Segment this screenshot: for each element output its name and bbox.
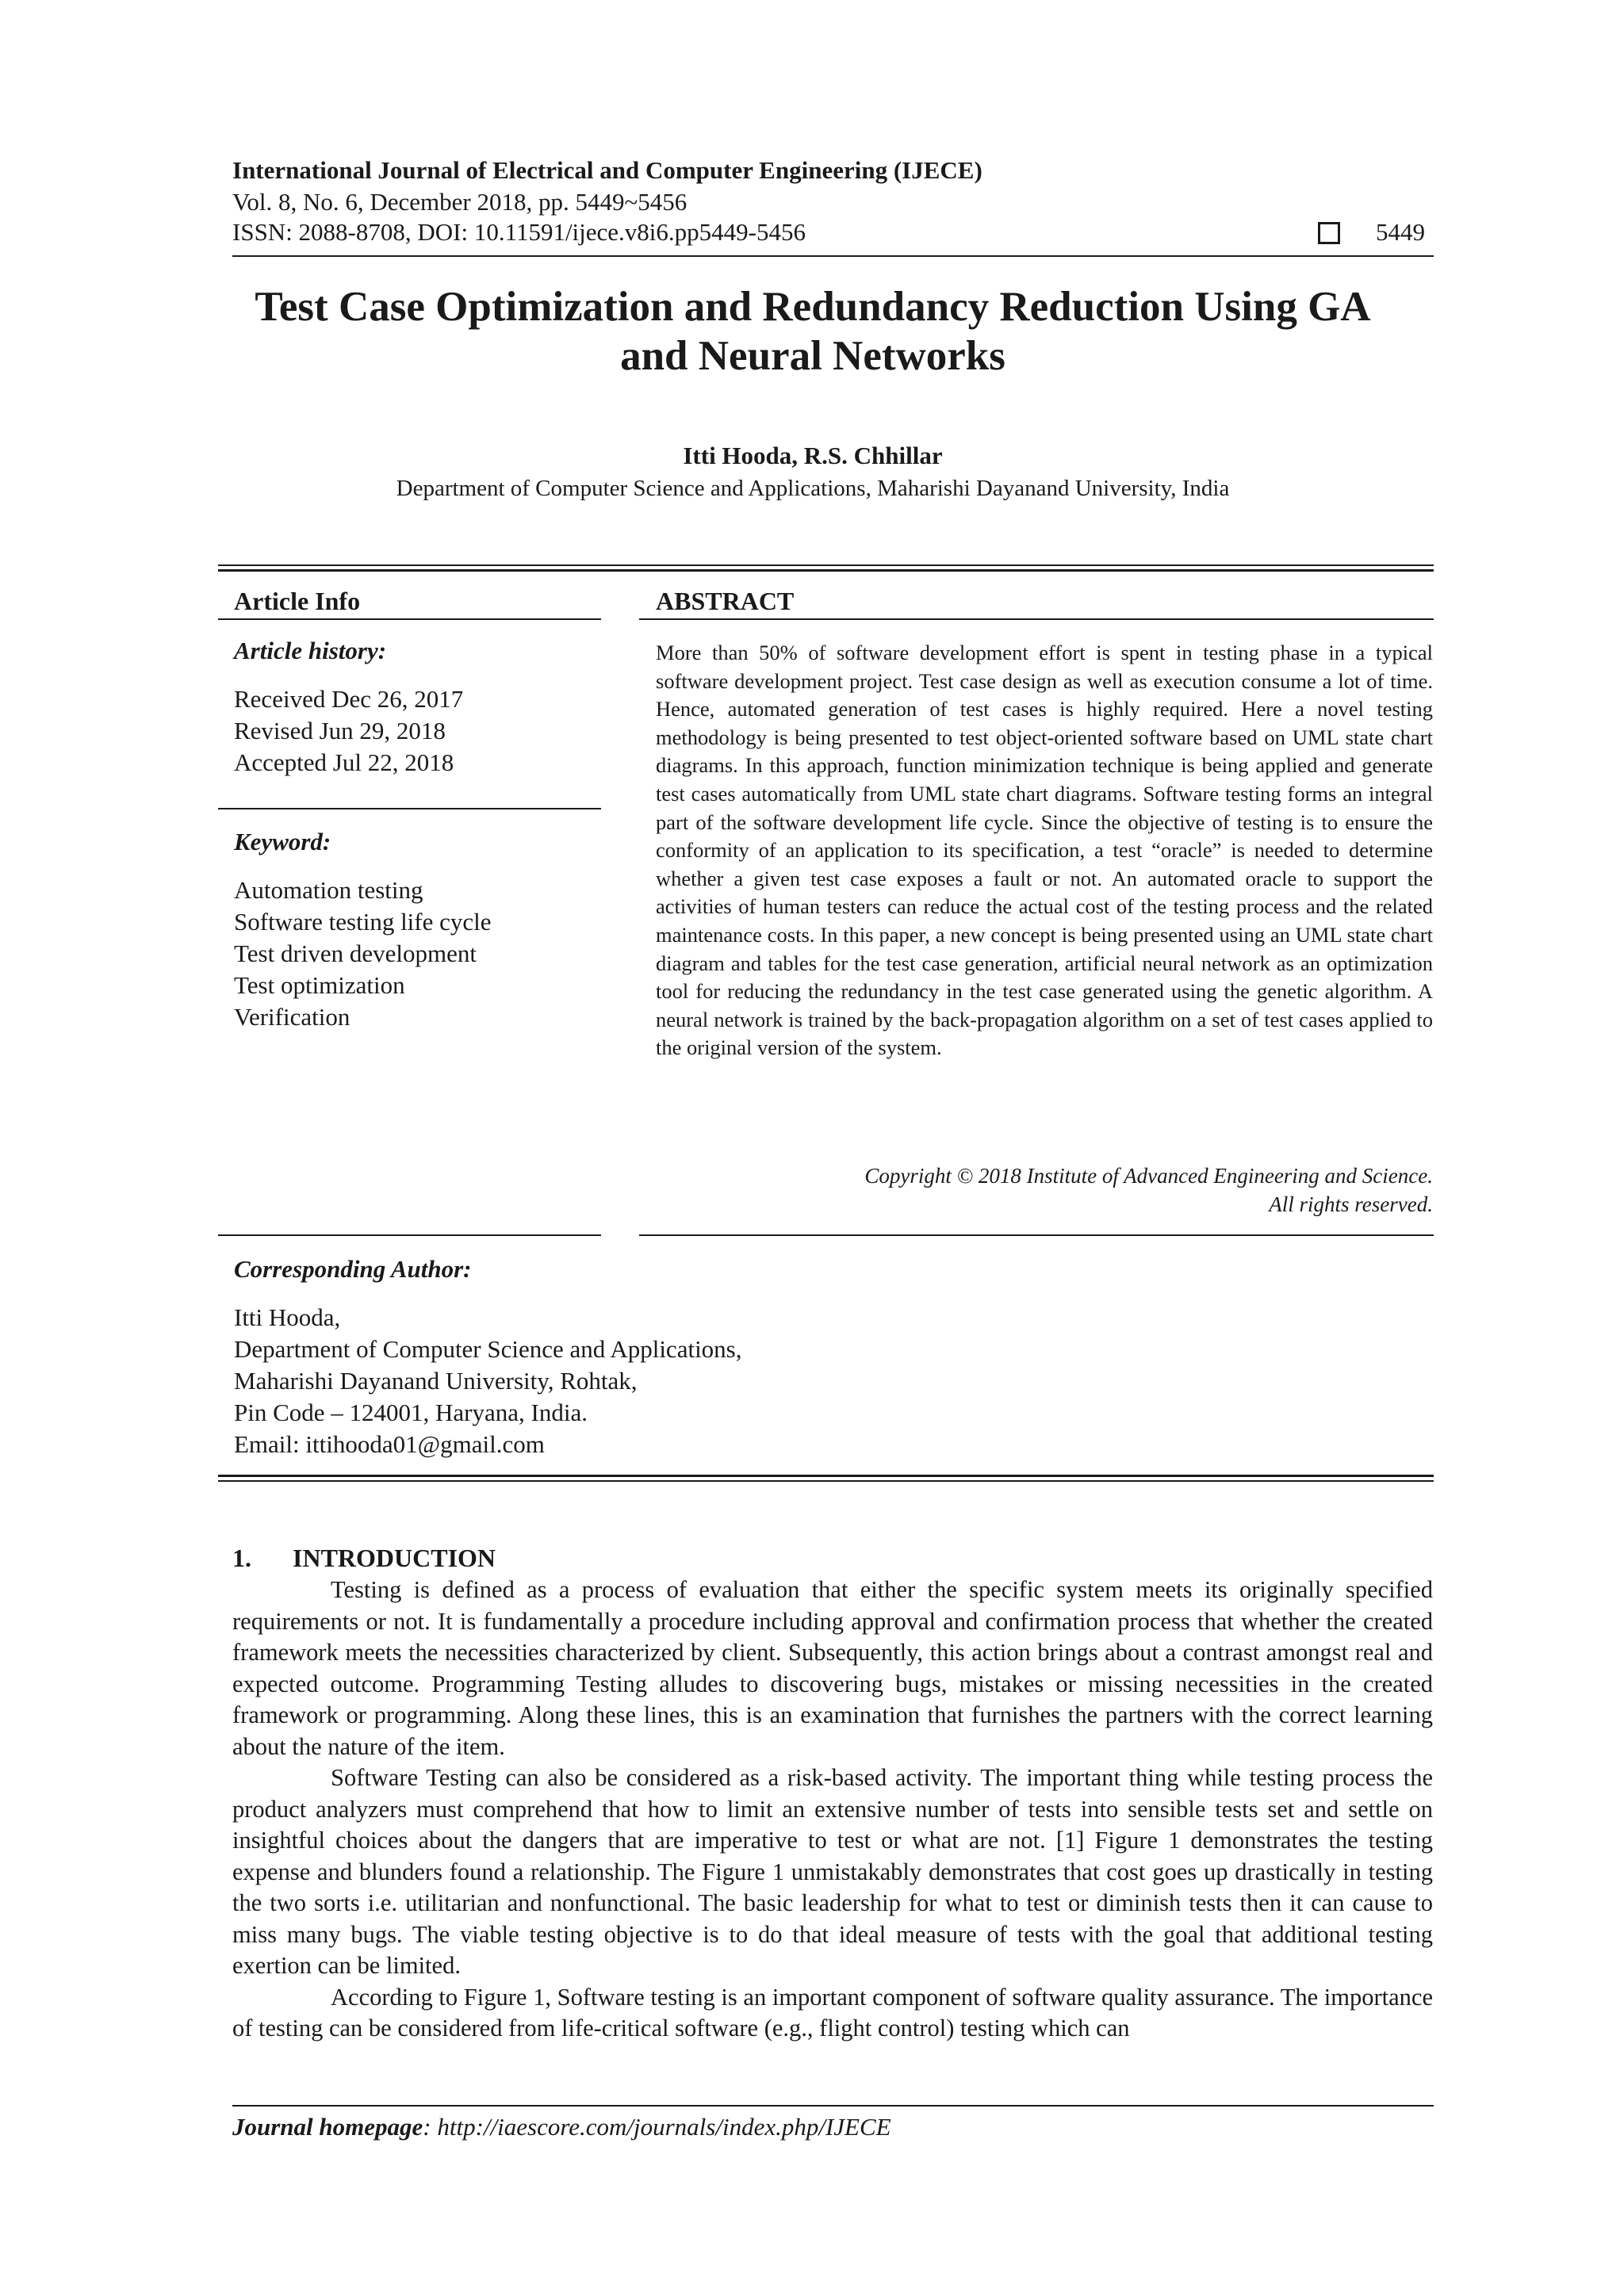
info-top-rule-1 bbox=[218, 564, 1434, 566]
section-number: 1. bbox=[232, 1544, 251, 1572]
history-revised: Revised Jun 29, 2018 bbox=[234, 717, 446, 744]
volume-info: Vol. 8, No. 6, December 2018, pp. 5449~5456 bbox=[232, 188, 688, 216]
keyword-item: Test driven development bbox=[234, 939, 477, 967]
abstract-heading: ABSTRACT bbox=[656, 587, 795, 615]
journal-homepage bbox=[232, 2113, 891, 2141]
corresponding-line: Department of Computer Science and Applications, bbox=[234, 1335, 742, 1363]
abstract-rule bbox=[639, 618, 1434, 620]
introduction-heading bbox=[232, 1544, 496, 1573]
page-box-icon bbox=[1318, 222, 1340, 244]
title-line-1: Test Case Optimization and Redundancy Reduction Using GA bbox=[255, 284, 1371, 330]
corresponding-line: Pin Code – 124001, Haryana, India. bbox=[234, 1399, 588, 1426]
copyright-line-1: Copyright © 2018 Institute of Advanced Engineering and Science. bbox=[864, 1164, 1433, 1188]
section-title: INTRODUCTION bbox=[293, 1544, 496, 1572]
corresponding-heading: Corresponding Author: bbox=[234, 1255, 472, 1283]
history-heading: Article history: bbox=[234, 637, 387, 664]
keyword-item: Verification bbox=[234, 1003, 350, 1031]
info-bottom-rule-1 bbox=[218, 1475, 1434, 1477]
affiliation: Department of Computer Science and Applications, Maharishi Dayanand University, India bbox=[396, 476, 1230, 501]
intro-paragraph-2: Software Testing can also be considered as a risk-based activity. The important thing while testing process the product analyzers must comprehend that how to limit an extensive number of tests into sensible tests set and settle on insightful choices about the dangers that are imperative to test or what are not. [1] Figure 1 demonstrates the testing expense and blunders found a relationship. The Figure 1 unmistakably demonstrates that cost goes up drastically in testing the two sorts i.e. utilitarian and nonfunctional. The basic leadership for what to test or diminish tests then it can cause to miss many bugs. The viable testing objective is to do that ideal measure of tests with the goal that additional testing exertion can be limited. bbox=[232, 1764, 1433, 1979]
info-top-rule-2 bbox=[218, 569, 1434, 572]
article-info-heading: Article Info bbox=[234, 587, 361, 615]
keyword-heading: Keyword: bbox=[234, 828, 331, 855]
homepage-link[interactable]: : http://iaescore.com/journals/index.php/IJECE bbox=[423, 2113, 891, 2141]
introduction-body bbox=[232, 1575, 1433, 2045]
authors: Itti Hooda, R.S. Chhillar bbox=[683, 442, 943, 469]
footer-rule bbox=[232, 2105, 1434, 2107]
article-info-rule bbox=[218, 618, 601, 620]
page-number: 5449 bbox=[1376, 218, 1425, 246]
journal-name: International Journal of Electrical and Computer Engineering (IJECE) bbox=[232, 156, 982, 184]
corresponding-line: Itti Hooda, bbox=[234, 1303, 341, 1331]
abstract-bottom-rule bbox=[639, 1234, 1434, 1236]
header-rule bbox=[232, 255, 1434, 257]
paper-title bbox=[206, 282, 1419, 381]
keyword-rule bbox=[218, 1234, 601, 1236]
intro-paragraph-1: Testing is defined as a process of evaluation that either the specific system meets its originally specified requirements or not. It is fundamentally a procedure including approval and confirmation process that whether the created framework meets the necessities characterized by client. Subsequently, this action brings about a contrast amongst real and expected outcome. Programming Testing alludes to discovering bugs, mistakes or missing necessities in the created framework or programming. Along these lines, this is an examination that furnishes the partners with the correct learning about the nature of the item. bbox=[232, 1576, 1433, 1760]
intro-paragraph-3: According to Figure 1, Software testing is an important component of software quality assurance. The importance of testing can be considered from life-critical software (e.g., flight control) testing which can bbox=[232, 1983, 1433, 2042]
history-rule bbox=[218, 808, 601, 809]
corresponding-line: Maharishi Dayanand University, Rohtak, bbox=[234, 1367, 638, 1395]
keyword-item: Test optimization bbox=[234, 971, 405, 999]
title-line-2: and Neural Networks bbox=[620, 333, 1005, 379]
history-received: Received Dec 26, 2017 bbox=[234, 685, 464, 713]
keyword-item: Automation testing bbox=[234, 876, 423, 904]
footer-label: Journal homepage bbox=[232, 2113, 423, 2141]
keyword-item: Software testing life cycle bbox=[234, 908, 492, 936]
abstract-text: More than 50% of software development effort is spent in testing phase in a typical software development project. Test case design as well as execution consume a lot of time. Hence, automated generation of test cases is highly required. Here a novel testing methodology is being presented to test object-oriented software based on UML state chart diagrams. In this approach, function minimization technique is being applied and generate test cases automatically from UML state chart diagrams. Software testing forms an integral part of the software development life cycle. Since the objective of testing is to ensure the conformity of an application to its specification, a test “oracle” is needed to determine whether a given test case exposes a fault or not. An automated oracle to support the activities of human testers can reduce the actual cost of the testing process and the related maintenance costs. In this paper, a new concept is being presented using an UML state chart diagram and tables for the test case generation, artificial neural network as an optimization tool for reducing the redundancy in the test case generated using the genetic algorithm. A neural network is trained by the back-propagation algorithm on a set of test cases applied to the original version of the system. bbox=[656, 641, 1433, 1060]
copyright-line-2: All rights reserved. bbox=[1269, 1192, 1433, 1216]
issn-doi: ISSN: 2088-8708, DOI: 10.11591/ijece.v8i6.pp5449-5456 bbox=[232, 218, 806, 246]
history-accepted: Accepted Jul 22, 2018 bbox=[234, 748, 454, 776]
corresponding-email: Email: ittihooda01@gmail.com bbox=[234, 1430, 545, 1458]
info-bottom-rule-2 bbox=[218, 1480, 1434, 1482]
